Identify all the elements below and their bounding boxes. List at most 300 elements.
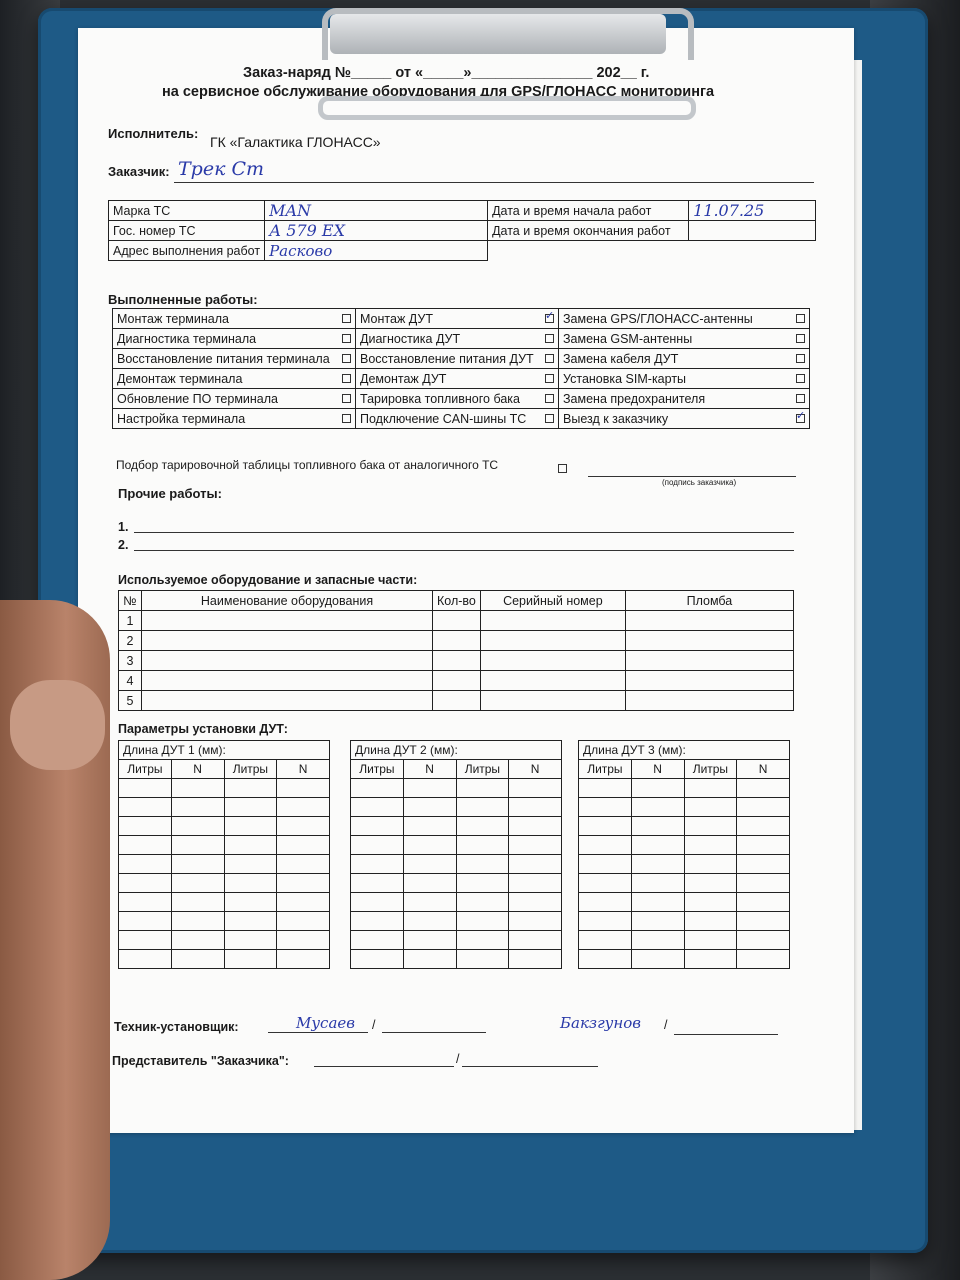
- dut-column-header: N: [277, 760, 330, 779]
- work-item[interactable]: [559, 309, 810, 329]
- clip-wire: [322, 8, 694, 60]
- dut-cell: [579, 931, 632, 950]
- dut-cell: [456, 817, 509, 836]
- dut-row: [579, 950, 790, 969]
- dut-row: [579, 931, 790, 950]
- work-item[interactable]: [559, 409, 810, 429]
- equipment-cell: [142, 651, 433, 671]
- technician-line-2: [382, 1032, 486, 1033]
- address-value: Расково: [265, 241, 488, 261]
- equipment-cell: [433, 651, 481, 671]
- work-item-checkbox[interactable]: [342, 354, 351, 363]
- dut-column-header: Литры: [351, 760, 404, 779]
- other-item-2: 2.: [118, 538, 129, 552]
- dut-cell: [737, 874, 790, 893]
- dut-table-title: Длина ДУТ 1 (мм):: [119, 741, 330, 760]
- work-item-label: Установка SIM-карты: [563, 371, 687, 386]
- dut-cell: [171, 912, 224, 931]
- dut-cell: [509, 950, 562, 969]
- dut-row: [351, 912, 562, 931]
- slash-1: /: [372, 1018, 376, 1032]
- dut-cell: [171, 779, 224, 798]
- customer-label: Заказчик:: [108, 164, 170, 179]
- dut-row: [579, 874, 790, 893]
- dut-column-header: Литры: [579, 760, 632, 779]
- equipment-col-seal: Пломба: [625, 591, 793, 611]
- dut-row: [579, 893, 790, 912]
- dut-cell: [277, 855, 330, 874]
- dut-cell: [224, 798, 277, 817]
- equipment-cell: [142, 611, 433, 631]
- work-item-label: Замена предохранителя: [563, 391, 706, 406]
- dut-cell: [351, 950, 404, 969]
- tank-table-checkbox[interactable]: [558, 464, 567, 473]
- technician-signature-2: Бакзгунов: [560, 1014, 642, 1032]
- dut-column-header: Литры: [456, 760, 509, 779]
- work-item-checkbox[interactable]: [796, 314, 805, 323]
- dut-cell: [224, 874, 277, 893]
- equipment-cell: [625, 651, 793, 671]
- title-line-1: Заказ-наряд №_____ от «_____»_______________ 202__ г.: [243, 65, 650, 81]
- work-item[interactable]: [356, 369, 559, 389]
- dut-cell: [579, 874, 632, 893]
- dut-row: [119, 950, 330, 969]
- dut-cell: [456, 779, 509, 798]
- vehicle-table: [108, 200, 816, 261]
- work-item-label: Демонтаж терминала: [117, 371, 243, 386]
- work-item-label: Подключение CAN-шины ТС: [360, 411, 527, 426]
- dut-row: [119, 893, 330, 912]
- dut-row: [579, 836, 790, 855]
- dut-cell: [277, 874, 330, 893]
- dut-table-title: Длина ДУТ 2 (мм):: [351, 741, 562, 760]
- dut-cell: [224, 779, 277, 798]
- dut-cell: [684, 836, 737, 855]
- equipment-col-name: Наименование оборудования: [142, 591, 433, 611]
- dut-cell: [631, 798, 684, 817]
- dut-cell: [631, 855, 684, 874]
- work-item-checkbox[interactable]: [342, 394, 351, 403]
- equipment-cell: [625, 611, 793, 631]
- dut-row: [351, 817, 562, 836]
- equipment-cell: [142, 631, 433, 651]
- work-item-checkbox[interactable]: [796, 374, 805, 383]
- dut-cell: [737, 836, 790, 855]
- equipment-row: [119, 691, 794, 711]
- work-item[interactable]: [559, 369, 810, 389]
- work-item-label: Диагностика ДУТ: [360, 331, 461, 346]
- equipment-row: [119, 651, 794, 671]
- other-item-1: 1.: [118, 520, 129, 534]
- dut-cell: [171, 798, 224, 817]
- work-item-label: Восстановление питания ДУТ: [360, 351, 534, 366]
- equipment-col-qty: Кол-во: [433, 591, 481, 611]
- work-item-checkbox[interactable]: [545, 374, 554, 383]
- dut-cell: [351, 912, 404, 931]
- start-value: 11.07.25: [689, 201, 816, 221]
- work-item[interactable]: [356, 329, 559, 349]
- plate-value: А 579 ЕХ: [265, 221, 488, 241]
- dut-cell: [631, 779, 684, 798]
- dut-cell: [509, 893, 562, 912]
- dut-cell: [403, 874, 456, 893]
- dut-row: [579, 817, 790, 836]
- dut-cell: [684, 855, 737, 874]
- dut-table: [578, 740, 790, 969]
- dut-table: [350, 740, 562, 969]
- other-line-2: [134, 550, 794, 551]
- dut-cell: [277, 912, 330, 931]
- dut-row: [351, 836, 562, 855]
- dut-cell: [171, 931, 224, 950]
- work-item-label: Обновление ПО терминала: [117, 391, 278, 406]
- equipment-row-number: 5: [119, 691, 142, 711]
- work-item-checkbox[interactable]: [796, 334, 805, 343]
- dut-cell: [509, 912, 562, 931]
- dut-cell: [579, 798, 632, 817]
- signature-caption: (подпись заказчика): [662, 478, 737, 487]
- dut-row: [579, 912, 790, 931]
- work-item[interactable]: [559, 389, 810, 409]
- equipment-cell: [433, 631, 481, 651]
- dut-cell: [403, 855, 456, 874]
- dut-cell: [456, 893, 509, 912]
- works-table: [112, 308, 810, 429]
- work-item-label: Выезд к заказчику: [563, 411, 669, 426]
- dut-cell: [684, 950, 737, 969]
- work-item-checkbox[interactable]: [342, 414, 351, 423]
- equipment-col-serial: Серийный номер: [480, 591, 625, 611]
- dut-column-header: N: [171, 760, 224, 779]
- dut-cell: [456, 836, 509, 855]
- dut-cell: [631, 912, 684, 931]
- dut-row: [119, 912, 330, 931]
- dut-cell: [171, 950, 224, 969]
- end-label: Дата и время окончания работ: [488, 221, 689, 241]
- dut-cell: [684, 779, 737, 798]
- dut-row: [579, 779, 790, 798]
- dut-cell: [684, 798, 737, 817]
- dut-column-header: Литры: [119, 760, 172, 779]
- dut-cell: [509, 798, 562, 817]
- slash-3: /: [456, 1052, 460, 1066]
- dut-row: [119, 874, 330, 893]
- work-item-checkbox[interactable]: [796, 354, 805, 363]
- dut-cell: [631, 950, 684, 969]
- dut-cell: [119, 855, 172, 874]
- dut-cell: [579, 836, 632, 855]
- dut-cell: [579, 817, 632, 836]
- work-item-checkbox[interactable]: [342, 334, 351, 343]
- work-item-checkbox[interactable]: [342, 314, 351, 323]
- dut-cell: [277, 836, 330, 855]
- dut-cell: [119, 798, 172, 817]
- work-item-label: Замена кабеля ДУТ: [563, 351, 679, 366]
- dut-cell: [403, 931, 456, 950]
- title-line-2: на сервисное обслуживание оборудования для GPS/ГЛОНАСС мониторинга: [162, 84, 715, 100]
- dut-cell: [684, 874, 737, 893]
- dut-cell: [737, 931, 790, 950]
- dut-row: [119, 931, 330, 950]
- dut-cell: [684, 912, 737, 931]
- dut-cell: [403, 798, 456, 817]
- work-item[interactable]: [113, 369, 356, 389]
- other-line-1: [134, 532, 794, 533]
- end-value: [689, 221, 816, 241]
- dut-cell: [737, 855, 790, 874]
- equipment-cell: [625, 691, 793, 711]
- dut-row: [351, 893, 562, 912]
- dut-row: [579, 855, 790, 874]
- dut-cell: [403, 779, 456, 798]
- equipment-row: [119, 631, 794, 651]
- dut-column-header: N: [737, 760, 790, 779]
- equipment-row-number: 3: [119, 651, 142, 671]
- dut-cell: [579, 855, 632, 874]
- dut-cell: [684, 893, 737, 912]
- work-item[interactable]: [113, 349, 356, 369]
- customer-line: [174, 182, 814, 183]
- dut-cell: [456, 798, 509, 817]
- dut-cell: [277, 798, 330, 817]
- dut-cell: [509, 931, 562, 950]
- dut-cell: [224, 931, 277, 950]
- dut-cell: [509, 836, 562, 855]
- clip-bar: [318, 96, 696, 120]
- dut-cell: [456, 950, 509, 969]
- equipment-cell: [480, 651, 625, 671]
- dut-cell: [509, 855, 562, 874]
- work-item-checkbox[interactable]: [342, 374, 351, 383]
- work-item-checkbox[interactable]: [545, 354, 554, 363]
- work-item[interactable]: [113, 389, 356, 409]
- dut-table-title: Длина ДУТ 3 (мм):: [579, 741, 790, 760]
- dut-row: [351, 931, 562, 950]
- work-item-label: Настройка терминала: [117, 411, 246, 426]
- equipment-cell: [625, 671, 793, 691]
- dut-cell: [509, 874, 562, 893]
- work-item-checkbox[interactable]: [796, 394, 805, 403]
- work-item-label: Монтаж терминала: [117, 311, 229, 326]
- work-item[interactable]: [356, 309, 559, 329]
- work-item-checkbox[interactable]: [545, 394, 554, 403]
- works-heading: Выполненные работы:: [108, 292, 258, 307]
- equipment-cell: [433, 691, 481, 711]
- dut-column-header: N: [403, 760, 456, 779]
- dut-row: [351, 855, 562, 874]
- dut-cell: [351, 874, 404, 893]
- dut-row: [119, 855, 330, 874]
- start-label: Дата и время начала работ: [488, 201, 689, 221]
- dut-row: [119, 779, 330, 798]
- work-order-sheet: [78, 28, 854, 1133]
- technician-line-1: [268, 1032, 368, 1033]
- dut-row: [351, 798, 562, 817]
- dut-cell: [119, 817, 172, 836]
- equipment-row: [119, 611, 794, 631]
- dut-cell: [509, 779, 562, 798]
- dut-row: [579, 798, 790, 817]
- technician-signature-1: Мусаев: [296, 1014, 356, 1032]
- dut-cell: [737, 912, 790, 931]
- dut-cell: [119, 779, 172, 798]
- dut-cell: [351, 893, 404, 912]
- dut-cell: [737, 893, 790, 912]
- dut-cell: [737, 950, 790, 969]
- dut-cell: [119, 836, 172, 855]
- dut-cell: [403, 817, 456, 836]
- work-item[interactable]: [356, 389, 559, 409]
- dut-cell: [579, 893, 632, 912]
- equipment-cell: [625, 631, 793, 651]
- dut-cell: [456, 855, 509, 874]
- dut-cell: [351, 836, 404, 855]
- equipment-row-number: 1: [119, 611, 142, 631]
- equipment-cell: [142, 691, 433, 711]
- dut-cell: [737, 798, 790, 817]
- technician-line-3: [674, 1034, 778, 1035]
- equipment-row-number: 4: [119, 671, 142, 691]
- work-item[interactable]: [113, 309, 356, 329]
- executor-value: ГК «Галактика ГЛОНАСС»: [210, 134, 381, 150]
- dut-cell: [579, 779, 632, 798]
- customer-handwritten: Трек Ст: [178, 158, 265, 180]
- dut-cell: [737, 779, 790, 798]
- dut-cell: [119, 874, 172, 893]
- dut-cell: [277, 817, 330, 836]
- dut-cell: [631, 931, 684, 950]
- dut-cell: [119, 912, 172, 931]
- dut-cell: [119, 931, 172, 950]
- dut-cell: [403, 950, 456, 969]
- work-item-label: Тарировка топливного бака: [360, 391, 520, 406]
- brand-value: MAN: [265, 201, 488, 221]
- brand-label: Марка ТС: [109, 201, 265, 221]
- dut-heading: Параметры установки ДУТ:: [118, 722, 288, 736]
- technician-label: Техник-установщик:: [114, 1020, 239, 1034]
- dut-cell: [579, 950, 632, 969]
- work-item[interactable]: [356, 349, 559, 369]
- equipment-col-no: №: [119, 591, 142, 611]
- work-item[interactable]: [559, 349, 810, 369]
- work-item-label: Восстановление питания терминала: [117, 351, 330, 366]
- dut-cell: [119, 950, 172, 969]
- work-item-checkbox[interactable]: [545, 414, 554, 423]
- dut-cell: [277, 931, 330, 950]
- dut-column-header: N: [509, 760, 562, 779]
- work-item-checkbox[interactable]: [796, 414, 805, 423]
- rep-line-2: [462, 1066, 598, 1067]
- equipment-cell: [480, 631, 625, 651]
- equipment-row: [119, 671, 794, 691]
- equipment-cell: [433, 611, 481, 631]
- work-item-label: Замена GSM-антенны: [563, 331, 693, 346]
- dut-cell: [224, 912, 277, 931]
- equipment-cell: [480, 611, 625, 631]
- dut-cell: [224, 893, 277, 912]
- tank-table-label: Подбор тарировочной таблицы топливного бака от аналогичного ТС: [116, 458, 499, 472]
- dut-cell: [277, 950, 330, 969]
- rep-line-1: [314, 1066, 454, 1067]
- equipment-row-number: 2: [119, 631, 142, 651]
- executor-label: Исполнитель:: [108, 126, 199, 141]
- address-line-cell: [488, 241, 816, 261]
- dut-row: [351, 950, 562, 969]
- dut-cell: [684, 931, 737, 950]
- dut-cell: [171, 836, 224, 855]
- dut-cell: [403, 893, 456, 912]
- thumb: [10, 680, 105, 770]
- dut-row: [351, 874, 562, 893]
- work-item-label: Диагностика терминала: [117, 331, 257, 346]
- dut-cell: [171, 817, 224, 836]
- dut-cell: [277, 779, 330, 798]
- dut-column-header: Литры: [224, 760, 277, 779]
- dut-cell: [579, 912, 632, 931]
- dut-row: [351, 779, 562, 798]
- other-works-heading: Прочие работы:: [118, 486, 222, 501]
- dut-row: [119, 798, 330, 817]
- dut-cell: [684, 817, 737, 836]
- plate-label: Гос. номер ТС: [109, 221, 265, 241]
- dut-cell: [456, 874, 509, 893]
- representative-label: Представитель "Заказчика":: [112, 1054, 289, 1068]
- dut-cell: [171, 893, 224, 912]
- dut-cell: [171, 855, 224, 874]
- dut-cell: [737, 817, 790, 836]
- work-item-label: Замена GPS/ГЛОНАСС-антенны: [563, 311, 753, 326]
- address-label: Адрес выполнения работ: [109, 241, 265, 261]
- dut-cell: [456, 912, 509, 931]
- dut-cell: [631, 836, 684, 855]
- dut-cell: [456, 931, 509, 950]
- equipment-table: [118, 590, 794, 711]
- dut-cell: [351, 817, 404, 836]
- dut-row: [119, 836, 330, 855]
- work-item-label: Демонтаж ДУТ: [360, 371, 447, 386]
- dut-cell: [631, 893, 684, 912]
- dut-cell: [119, 893, 172, 912]
- customer-signature-line: [588, 476, 796, 477]
- dut-cell: [277, 893, 330, 912]
- equipment-heading: Используемое оборудование и запасные части:: [118, 573, 418, 587]
- dut-cell: [403, 912, 456, 931]
- work-item[interactable]: [559, 329, 810, 349]
- equipment-cell: [142, 671, 433, 691]
- dut-cell: [224, 836, 277, 855]
- slash-2: /: [664, 1018, 668, 1032]
- work-item[interactable]: [113, 329, 356, 349]
- dut-cell: [224, 855, 277, 874]
- dut-row: [119, 817, 330, 836]
- work-item-checkbox[interactable]: [545, 334, 554, 343]
- equipment-cell: [480, 671, 625, 691]
- dut-cell: [351, 931, 404, 950]
- work-item-checkbox[interactable]: [545, 314, 554, 323]
- dut-cell: [509, 817, 562, 836]
- dut-cell: [224, 817, 277, 836]
- dut-cell: [224, 950, 277, 969]
- dut-cell: [631, 817, 684, 836]
- equipment-cell: [480, 691, 625, 711]
- equipment-cell: [433, 671, 481, 691]
- dut-cell: [351, 855, 404, 874]
- dut-column-header: N: [631, 760, 684, 779]
- work-item[interactable]: [356, 409, 559, 429]
- work-item[interactable]: [113, 409, 356, 429]
- dut-column-header: Литры: [684, 760, 737, 779]
- work-item-label: Монтаж ДУТ: [360, 311, 433, 326]
